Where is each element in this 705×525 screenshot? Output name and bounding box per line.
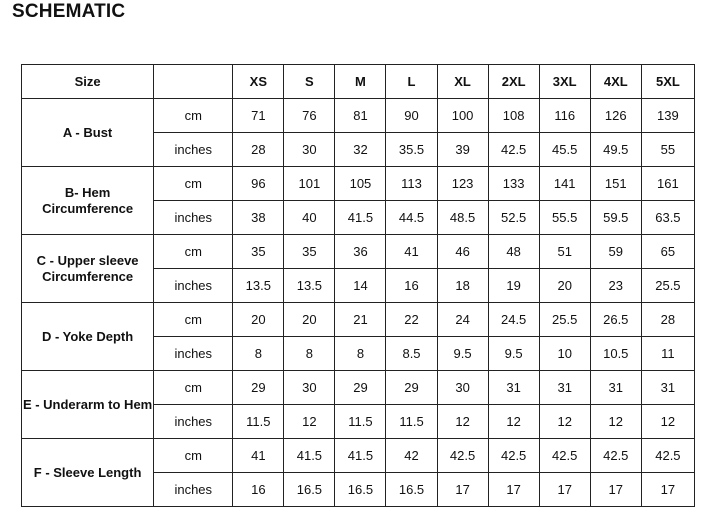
table-row (22, 439, 695, 473)
value-cell: 13.5 (284, 269, 335, 303)
unit-label: cm (154, 439, 233, 473)
value-cell: 46 (437, 235, 488, 269)
value-cell: 42.5 (488, 133, 539, 167)
measurement-label: F - Sleeve Length (22, 439, 154, 507)
value-cell: 17 (437, 473, 488, 507)
value-cell: 14 (335, 269, 386, 303)
value-cell: 81 (335, 99, 386, 133)
header-size-label: Size (22, 65, 154, 99)
table-row (22, 235, 695, 269)
value-cell: 126 (590, 99, 641, 133)
value-cell: 42.5 (641, 439, 694, 473)
table-body (22, 99, 695, 507)
value-cell: 16 (386, 269, 437, 303)
value-cell: 12 (488, 405, 539, 439)
value-cell: 11.5 (233, 405, 284, 439)
header-size-4xl: 4XL (590, 65, 641, 99)
value-cell: 11.5 (386, 405, 437, 439)
value-cell: 12 (284, 405, 335, 439)
value-cell: 101 (284, 167, 335, 201)
unit-label: inches (154, 405, 233, 439)
value-cell: 55.5 (539, 201, 590, 235)
header-size-5xl: 5XL (641, 65, 694, 99)
value-cell: 30 (284, 133, 335, 167)
value-cell: 29 (233, 371, 284, 405)
value-cell: 28 (233, 133, 284, 167)
value-cell: 12 (590, 405, 641, 439)
value-cell: 16 (233, 473, 284, 507)
value-cell: 48 (488, 235, 539, 269)
value-cell: 20 (233, 303, 284, 337)
value-cell: 17 (641, 473, 694, 507)
value-cell: 96 (233, 167, 284, 201)
value-cell: 30 (437, 371, 488, 405)
value-cell: 9.5 (488, 337, 539, 371)
value-cell: 28 (641, 303, 694, 337)
value-cell: 10 (539, 337, 590, 371)
value-cell: 31 (539, 371, 590, 405)
value-cell: 151 (590, 167, 641, 201)
header-size-xl: XL (437, 65, 488, 99)
value-cell: 18 (437, 269, 488, 303)
value-cell: 17 (539, 473, 590, 507)
value-cell: 105 (335, 167, 386, 201)
value-cell: 141 (539, 167, 590, 201)
value-cell: 113 (386, 167, 437, 201)
value-cell: 36 (335, 235, 386, 269)
value-cell: 55 (641, 133, 694, 167)
value-cell: 100 (437, 99, 488, 133)
value-cell: 12 (437, 405, 488, 439)
value-cell: 29 (386, 371, 437, 405)
unit-label: cm (154, 303, 233, 337)
size-chart-table (21, 64, 695, 507)
value-cell: 42.5 (437, 439, 488, 473)
value-cell: 25.5 (641, 269, 694, 303)
value-cell: 49.5 (590, 133, 641, 167)
value-cell: 39 (437, 133, 488, 167)
value-cell: 12 (641, 405, 694, 439)
value-cell: 133 (488, 167, 539, 201)
value-cell: 139 (641, 99, 694, 133)
measurement-label: D - Yoke Depth (22, 303, 154, 371)
value-cell: 22 (386, 303, 437, 337)
value-cell: 20 (539, 269, 590, 303)
value-cell: 123 (437, 167, 488, 201)
value-cell: 17 (590, 473, 641, 507)
value-cell: 23 (590, 269, 641, 303)
value-cell: 29 (335, 371, 386, 405)
value-cell: 19 (488, 269, 539, 303)
value-cell: 42.5 (539, 439, 590, 473)
value-cell: 32 (335, 133, 386, 167)
value-cell: 42 (386, 439, 437, 473)
unit-label: cm (154, 99, 233, 133)
value-cell: 9.5 (437, 337, 488, 371)
value-cell: 30 (284, 371, 335, 405)
header-size-xs: XS (233, 65, 284, 99)
unit-label: inches (154, 337, 233, 371)
value-cell: 41 (386, 235, 437, 269)
value-cell: 71 (233, 99, 284, 133)
value-cell: 20 (284, 303, 335, 337)
unit-label: inches (154, 201, 233, 235)
measurement-label: A - Bust (22, 99, 154, 167)
header-size-2xl: 2XL (488, 65, 539, 99)
header-row (22, 65, 695, 99)
value-cell: 10.5 (590, 337, 641, 371)
measurement-label: B- Hem Circumference (22, 167, 154, 235)
value-cell: 41.5 (335, 201, 386, 235)
value-cell: 63.5 (641, 201, 694, 235)
value-cell: 16.5 (386, 473, 437, 507)
table-row (22, 99, 695, 133)
value-cell: 24 (437, 303, 488, 337)
value-cell: 35 (284, 235, 335, 269)
value-cell: 8.5 (386, 337, 437, 371)
table-row (22, 167, 695, 201)
unit-label: cm (154, 371, 233, 405)
header-size-3xl: 3XL (539, 65, 590, 99)
unit-label: inches (154, 269, 233, 303)
value-cell: 21 (335, 303, 386, 337)
value-cell: 44.5 (386, 201, 437, 235)
value-cell: 17 (488, 473, 539, 507)
value-cell: 51 (539, 235, 590, 269)
value-cell: 42.5 (590, 439, 641, 473)
unit-label: cm (154, 167, 233, 201)
value-cell: 48.5 (437, 201, 488, 235)
table-row (22, 371, 695, 405)
value-cell: 8 (233, 337, 284, 371)
value-cell: 16.5 (335, 473, 386, 507)
value-cell: 11 (641, 337, 694, 371)
header-size-s: S (284, 65, 335, 99)
value-cell: 8 (284, 337, 335, 371)
value-cell: 35.5 (386, 133, 437, 167)
value-cell: 52.5 (488, 201, 539, 235)
value-cell: 26.5 (590, 303, 641, 337)
value-cell: 161 (641, 167, 694, 201)
value-cell: 108 (488, 99, 539, 133)
page-title: SCHEMATIC (12, 1, 126, 22)
value-cell: 31 (590, 371, 641, 405)
value-cell: 40 (284, 201, 335, 235)
value-cell: 45.5 (539, 133, 590, 167)
value-cell: 31 (641, 371, 694, 405)
value-cell: 8 (335, 337, 386, 371)
value-cell: 41.5 (335, 439, 386, 473)
value-cell: 65 (641, 235, 694, 269)
value-cell: 116 (539, 99, 590, 133)
table-row (22, 303, 695, 337)
unit-label: inches (154, 133, 233, 167)
value-cell: 25.5 (539, 303, 590, 337)
value-cell: 24.5 (488, 303, 539, 337)
value-cell: 41 (233, 439, 284, 473)
header-size-l: L (386, 65, 437, 99)
unit-label: cm (154, 235, 233, 269)
value-cell: 42.5 (488, 439, 539, 473)
value-cell: 76 (284, 99, 335, 133)
value-cell: 41.5 (284, 439, 335, 473)
value-cell: 35 (233, 235, 284, 269)
value-cell: 38 (233, 201, 284, 235)
value-cell: 13.5 (233, 269, 284, 303)
value-cell: 90 (386, 99, 437, 133)
value-cell: 59.5 (590, 201, 641, 235)
header-unit-label (154, 65, 233, 99)
value-cell: 16.5 (284, 473, 335, 507)
unit-label: inches (154, 473, 233, 507)
value-cell: 59 (590, 235, 641, 269)
value-cell: 31 (488, 371, 539, 405)
measurement-label: C - Upper sleeve Circumference (22, 235, 154, 303)
measurement-label: E - Underarm to Hem (22, 371, 154, 439)
value-cell: 12 (539, 405, 590, 439)
value-cell: 11.5 (335, 405, 386, 439)
header-size-m: M (335, 65, 386, 99)
